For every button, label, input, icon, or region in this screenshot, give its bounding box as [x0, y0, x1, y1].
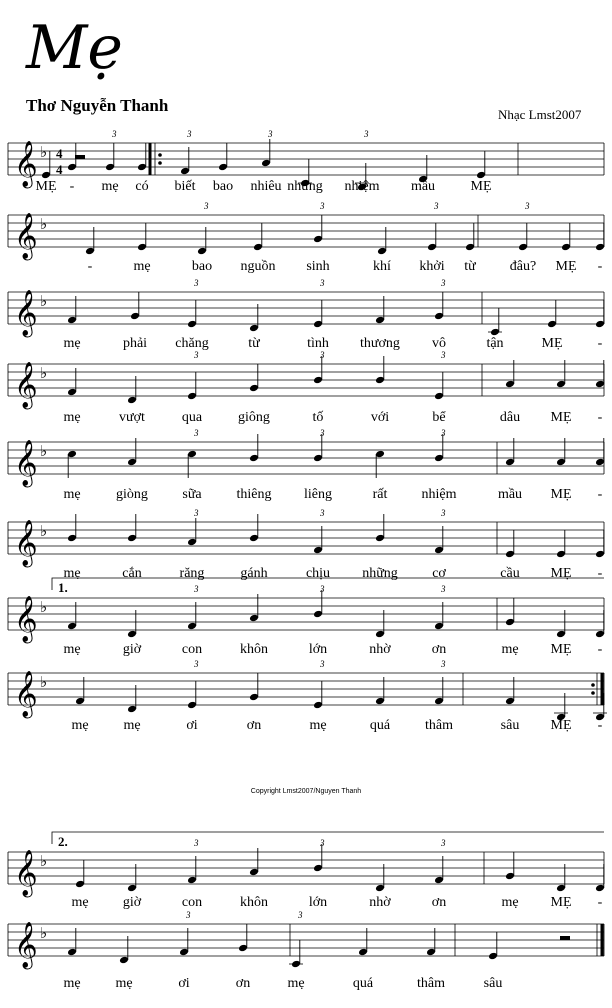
triplet-mark: 3: [441, 508, 446, 518]
lyric-syllable: mẹ: [133, 259, 151, 274]
staff-system-3: [8, 278, 605, 351]
lyric-syllable: chăng: [175, 336, 209, 351]
triplet-mark: 3: [434, 201, 439, 211]
triplet-mark: 3: [186, 910, 191, 920]
treble-clef: 𝄞: [14, 520, 38, 566]
lyric-syllable: bể: [432, 410, 446, 425]
lyric-syllable: -: [597, 895, 603, 910]
triplet-mark: 3: [320, 201, 325, 211]
triplet-mark: 3: [525, 201, 530, 211]
time-signature-top: 4: [56, 146, 63, 161]
key-signature-flat: ♭: [40, 522, 48, 540]
lyric-syllable: những: [287, 179, 323, 194]
triplet-mark: 3: [320, 584, 325, 594]
lyric-syllable: giông: [238, 410, 270, 425]
lyric-syllable: sâu: [483, 976, 503, 991]
lyric-syllable: dâu: [499, 410, 521, 425]
lyric-syllable: khởi: [419, 259, 445, 274]
treble-clef: 𝄞: [14, 440, 38, 486]
triplet-mark: 3: [268, 129, 273, 139]
staff-system-5: [8, 428, 605, 502]
staff-system-6: [8, 508, 605, 581]
lyric-syllable: MẸ: [550, 642, 572, 657]
triplet-mark: 3: [441, 584, 446, 594]
half-rest: [560, 936, 570, 940]
triplet-mark: 3: [194, 659, 199, 669]
lyric-syllable: -: [597, 410, 603, 425]
treble-clef: 𝄞: [14, 596, 38, 642]
copyright-notice: Copyright Lmst2007/Nguyen Thanh: [250, 788, 362, 795]
key-signature-flat: ♭: [40, 442, 48, 460]
lyric-syllable: có: [135, 179, 149, 194]
half-rest: [75, 155, 85, 159]
lyric-syllable: tận: [486, 336, 504, 351]
lyric-syllable: những: [362, 566, 398, 581]
lyric-syllable: -: [597, 718, 603, 733]
lyric-syllable: MẸ: [35, 179, 57, 194]
lyric-syllable: vượt: [119, 410, 145, 425]
triplet-mark: 3: [441, 350, 446, 360]
triplet-mark: 3: [320, 508, 325, 518]
lyric-syllable: sinh: [306, 259, 330, 274]
lyric-syllable: quá: [369, 718, 391, 733]
lyric-syllable: thâm: [425, 718, 453, 733]
lyric-syllable: gánh: [240, 566, 268, 581]
lyric-syllable: mẹ: [63, 976, 81, 991]
lyric-syllable: mẹ: [63, 410, 81, 425]
lyric-syllable: biết: [174, 179, 196, 194]
lyric-syllable: phải: [122, 336, 148, 351]
lyric-syllable: ơi: [186, 718, 198, 733]
lyric-syllable: MẸ: [470, 179, 492, 194]
repeat-dot: [158, 161, 162, 165]
lyric-syllable: mẹ: [63, 487, 81, 502]
lyric-syllable: -: [69, 179, 75, 194]
key-signature-flat: ♭: [40, 598, 48, 616]
lyric-syllable: MẸ: [555, 259, 577, 274]
lyric-syllable: mẹ: [501, 642, 519, 657]
staff-system-9: [8, 832, 605, 910]
volta-number: 1.: [58, 580, 68, 595]
lyric-syllable: quá: [352, 976, 374, 991]
lyric-syllable: mẹ: [71, 718, 89, 733]
triplet-mark: 3: [194, 278, 199, 288]
staff-system-2: [8, 201, 605, 274]
lyric-syllable: ơi: [178, 976, 190, 991]
lyric-syllable: qua: [181, 410, 203, 425]
key-signature-flat: ♭: [40, 292, 48, 310]
triplet-mark: 3: [112, 129, 117, 139]
triplet-mark: 3: [320, 659, 325, 669]
lyric-syllable: MẸ: [550, 410, 572, 425]
triplet-mark: 3: [194, 584, 199, 594]
lyric-syllable: với: [370, 410, 390, 425]
lyric-syllable: mẹ: [123, 718, 141, 733]
triplet-mark: 3: [194, 350, 199, 360]
lyric-syllable: lớn: [308, 642, 328, 657]
lyric-syllable: thiêng: [236, 487, 272, 502]
lyric-syllable: mẹ: [63, 642, 81, 657]
treble-clef: 𝄞: [14, 213, 38, 259]
lyric-syllable: răng: [179, 566, 205, 581]
triplet-mark: 3: [441, 428, 446, 438]
lyric-syllable: cắn: [122, 566, 142, 581]
triplet-mark: 3: [194, 428, 199, 438]
lyric-syllable: chịu: [305, 566, 331, 581]
lyric-syllable: bao: [212, 179, 234, 194]
lyric-syllable: ơn: [431, 642, 447, 657]
lyric-syllable: đâu?: [509, 259, 537, 274]
lyric-syllable: mẹ: [501, 895, 519, 910]
lyric-syllable: nguồn: [240, 259, 276, 274]
lyric-syllable: MẸ: [550, 487, 572, 502]
staff-system-10: [8, 910, 604, 991]
key-signature-flat: ♭: [40, 143, 48, 161]
treble-clef: 𝄞: [14, 290, 38, 336]
staff-system-7: [8, 578, 605, 657]
lyric-syllable: cơ: [432, 566, 446, 581]
lyric-syllable: mẹ: [309, 718, 327, 733]
staff-system-1: [8, 129, 604, 194]
staff-system-4: [8, 350, 605, 425]
lyric-syllable: mẹ: [287, 976, 305, 991]
lyric-syllable: khôn: [240, 895, 268, 910]
lyric-syllable: MẸ: [541, 336, 563, 351]
lyric-syllable: rất: [372, 487, 388, 502]
lyric-syllable: cầu: [500, 566, 520, 581]
time-signature-bottom: 4: [56, 162, 63, 177]
lyric-syllable: MẸ: [550, 566, 572, 581]
lyric-syllable: nhiệm: [344, 179, 380, 194]
lyric-syllable: -: [87, 259, 93, 274]
repeat-dot: [158, 153, 162, 157]
triplet-mark: 3: [320, 838, 325, 848]
triplet-mark: 3: [441, 278, 446, 288]
lyric-syllable: ơn: [235, 976, 251, 991]
volta-number: 2.: [58, 834, 68, 849]
lyric-syllable: ơn: [431, 895, 447, 910]
poet-credit: Thơ Nguyễn Thanh: [26, 96, 169, 115]
lyric-syllable: bao: [191, 259, 213, 274]
lyric-syllable: ơn: [246, 718, 262, 733]
lyric-syllable: thương: [360, 336, 400, 351]
lyric-syllable: -: [597, 566, 603, 581]
triplet-mark: 3: [320, 278, 325, 288]
lyric-syllable: mầu: [410, 179, 436, 194]
triplet-mark: 3: [441, 838, 446, 848]
key-signature-flat: ♭: [40, 924, 48, 942]
lyric-syllable: -: [597, 642, 603, 657]
lyric-syllable: con: [181, 895, 203, 910]
composer-credit: Nhạc Lmst2007: [498, 107, 582, 122]
lyric-syllable: MẸ: [550, 895, 572, 910]
lyric-syllable: -: [597, 487, 603, 502]
lyric-syllable: mẹ: [63, 336, 81, 351]
triplet-mark: 3: [320, 350, 325, 360]
lyric-syllable: khí: [373, 259, 391, 274]
lyric-syllable: từ: [248, 336, 260, 351]
lyric-syllable: -: [597, 336, 603, 351]
lyric-syllable: mẹ: [101, 179, 119, 194]
staff-system-8: [8, 659, 607, 733]
lyric-syllable: giờ: [122, 642, 142, 657]
triplet-mark: 3: [441, 659, 446, 669]
lyric-syllable: sữa: [182, 487, 202, 502]
triplet-mark: 3: [298, 910, 303, 920]
lyric-syllable: nhờ: [369, 642, 391, 657]
key-signature-flat: ♭: [40, 852, 48, 870]
treble-clef: 𝄞: [14, 141, 38, 187]
triplet-mark: 3: [364, 129, 369, 139]
lyric-syllable: lớn: [308, 895, 328, 910]
triplet-mark: 3: [194, 838, 199, 848]
lyric-syllable: tố: [312, 410, 324, 425]
song-title: Mẹ: [26, 13, 123, 83]
lyric-syllable: giờ: [122, 895, 142, 910]
key-signature-flat: ♭: [40, 215, 48, 233]
lyric-syllable: mẹ: [63, 566, 81, 581]
treble-clef: 𝄞: [14, 850, 38, 896]
triplet-mark: 3: [187, 129, 192, 139]
lyric-syllable: -: [597, 259, 603, 274]
volta-bracket: [52, 832, 604, 844]
treble-clef: 𝄞: [14, 671, 38, 717]
lyric-syllable: khôn: [240, 642, 268, 657]
lyric-syllable: mẹ: [115, 976, 133, 991]
key-signature-flat: ♭: [40, 364, 48, 382]
repeat-dot: [591, 683, 595, 687]
lyric-syllable: con: [181, 642, 203, 657]
lyric-syllable: tình: [307, 336, 329, 351]
lyric-syllable: MẸ: [550, 718, 572, 733]
repeat-dot: [591, 691, 595, 695]
lyric-syllable: nhiệm: [421, 487, 457, 502]
lyric-syllable: mẹ: [71, 895, 89, 910]
triplet-mark: 3: [320, 428, 325, 438]
lyric-syllable: nhiêu: [250, 179, 282, 194]
lyric-syllable: vô: [432, 336, 446, 351]
lyric-syllable: từ: [464, 259, 476, 274]
lyric-syllable: liêng: [304, 487, 332, 502]
lyric-syllable: sâu: [500, 718, 520, 733]
triplet-mark: 3: [194, 508, 199, 518]
triplet-mark: 3: [204, 201, 209, 211]
lyric-syllable: nhờ: [369, 895, 391, 910]
key-signature-flat: ♭: [40, 673, 48, 691]
lyric-syllable: mầu: [497, 487, 523, 502]
lyric-syllable: giòng: [116, 487, 148, 502]
treble-clef: 𝄞: [14, 922, 38, 968]
treble-clef: 𝄞: [14, 362, 38, 408]
lyric-syllable: thâm: [417, 976, 445, 991]
